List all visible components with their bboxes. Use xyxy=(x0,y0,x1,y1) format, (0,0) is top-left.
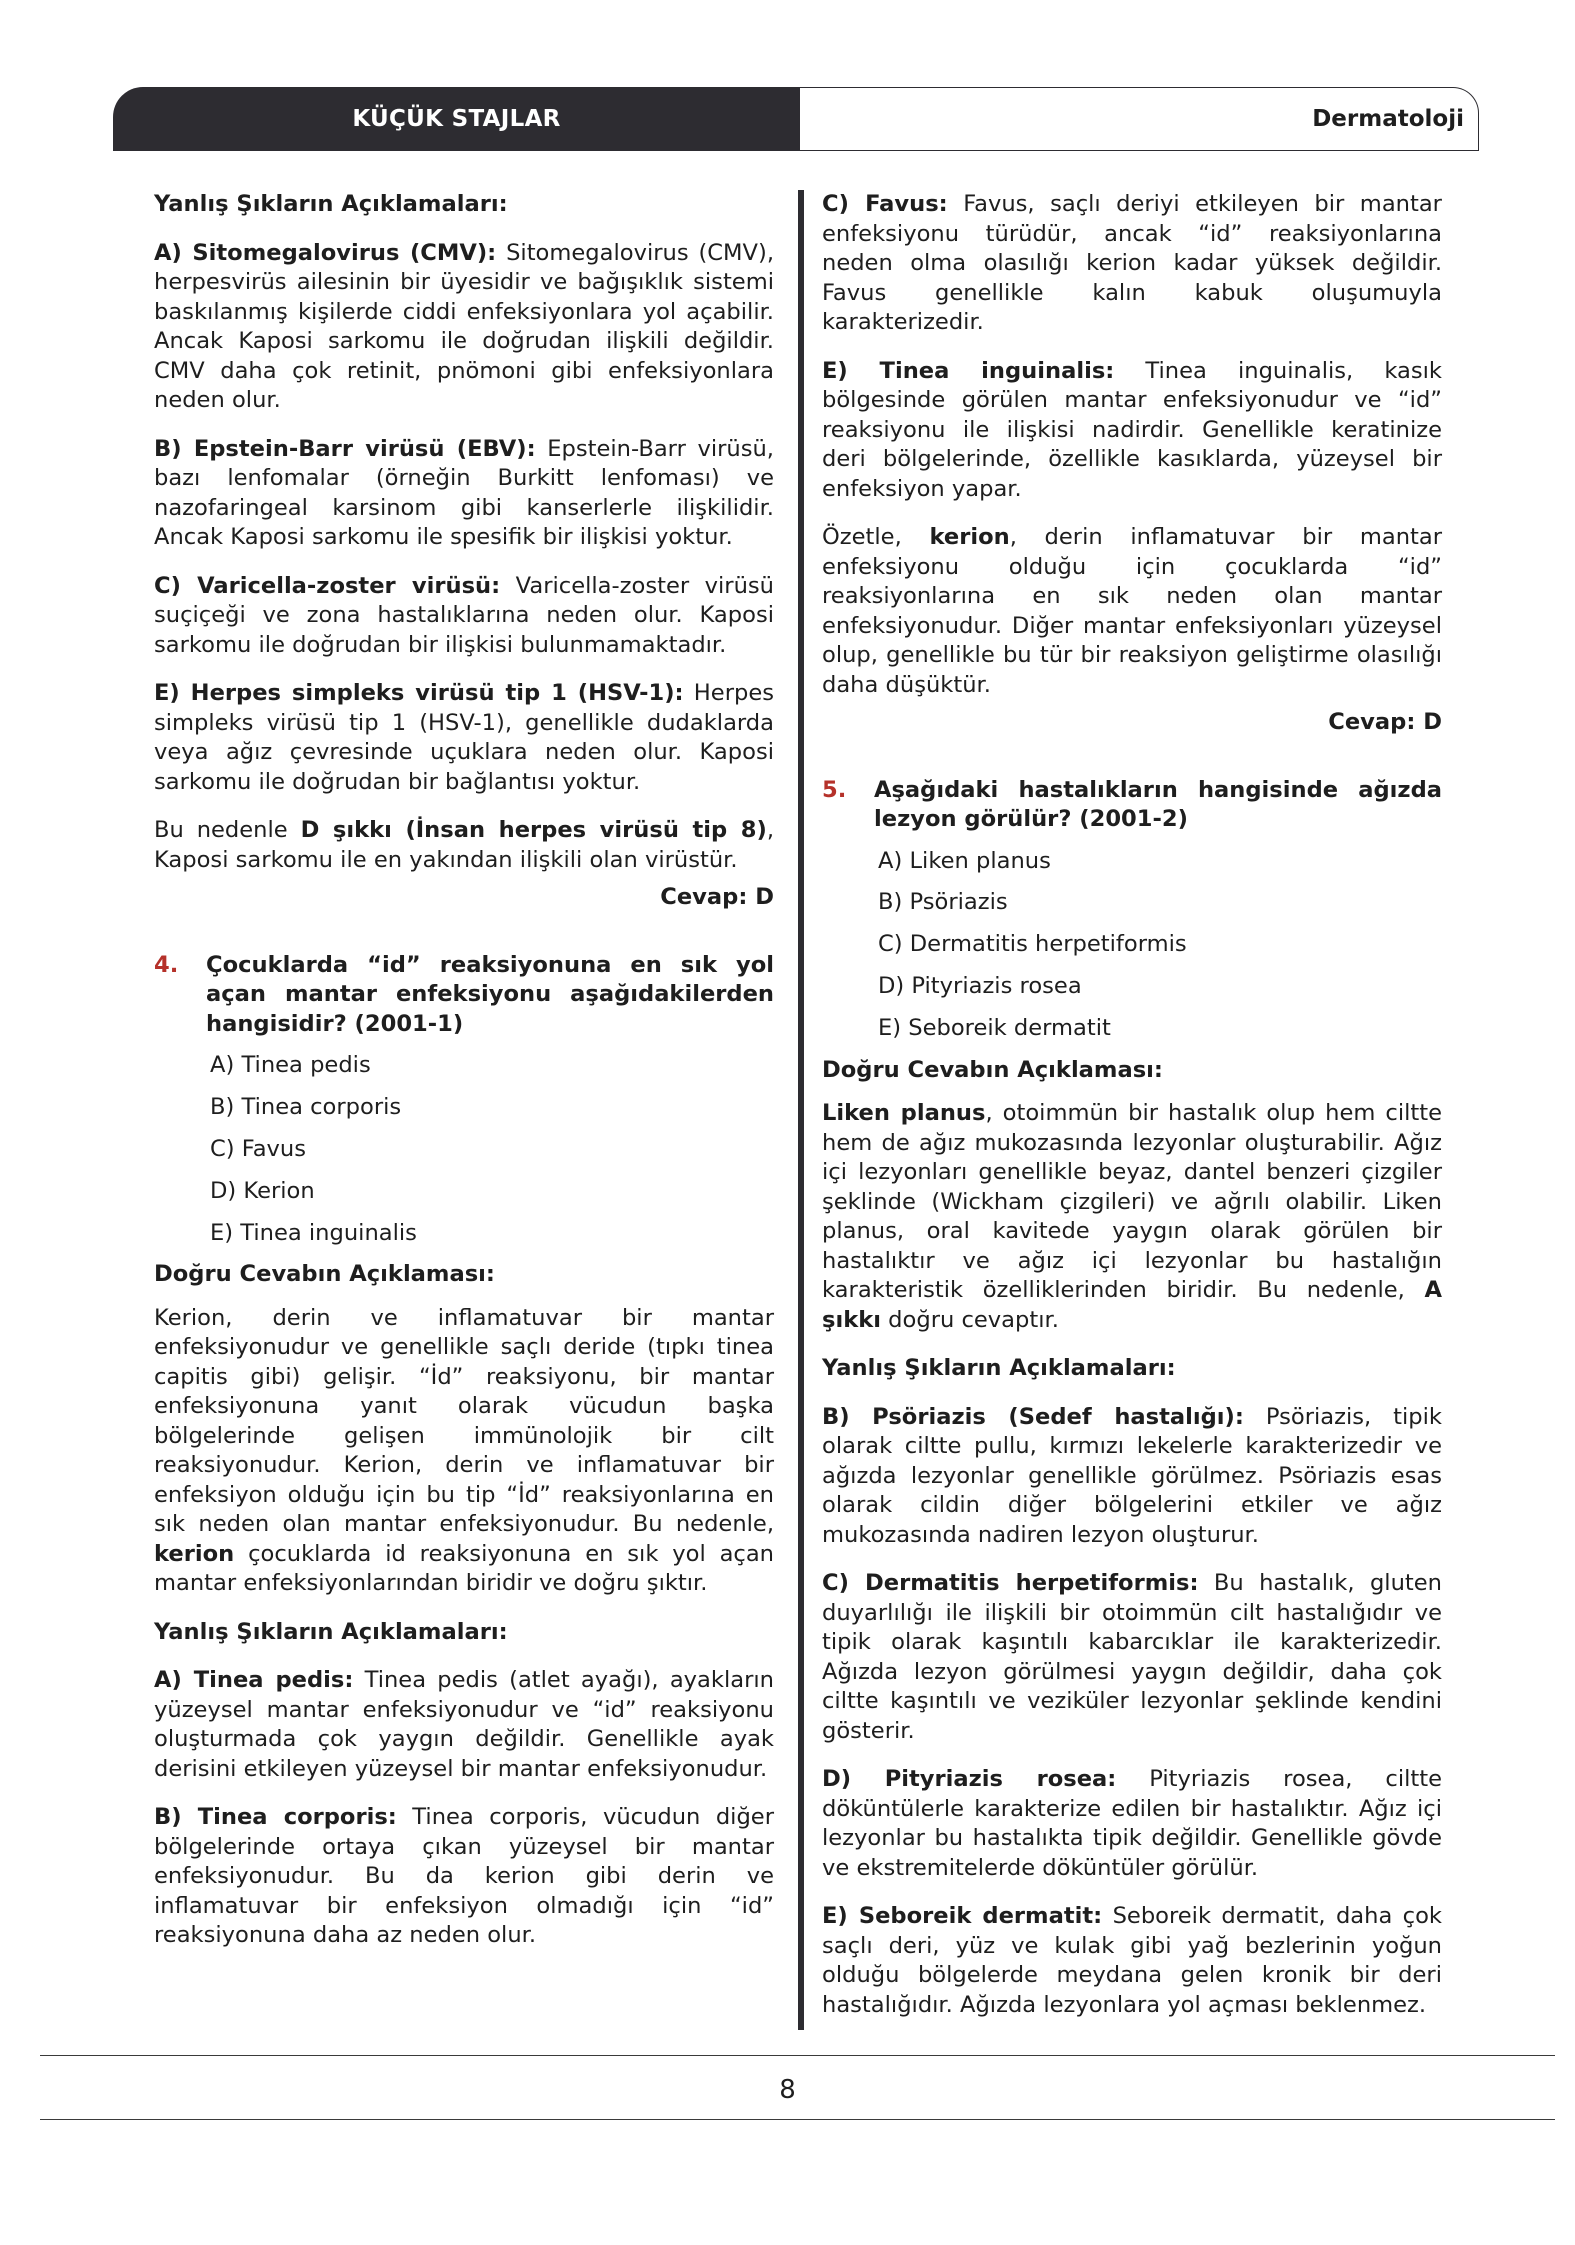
option-item: D) Kerion xyxy=(210,1177,315,1204)
option-item: A) Liken planus xyxy=(878,847,1051,874)
section-title: KÜÇÜK STAJLAR xyxy=(352,106,561,132)
explanation-paragraph: B) Psöriazis (Sedef hastalığı): Psöriazis, tipik olarak ciltte pullu, kırmızı lekelerle karakterizedir ve ağızda lezyonlar genellikle görülmez. Psöriazis esas olarak cildin diğer bölgelerini etkiler ve ağız mukozasında nadiren lezyon oluşturur. xyxy=(822,1403,1442,1548)
answer-label: Cevap: D xyxy=(660,884,774,910)
footer-rule-top xyxy=(40,2055,1555,2056)
option-item: B) Psöriazis xyxy=(878,889,1008,916)
option-item: B) Tinea corporis xyxy=(210,1093,402,1120)
option-item: A) Tinea pedis xyxy=(210,1052,371,1078)
explanation-paragraph: A) Sitomegalovirus (CMV): Sitomegalovirus (CMV), herpesvirüs ailesinin bir üyesidir ve bağışıklık sistemi baskılanmış kişilerde ciddi enfeksiyonlara yol açabilir. Ancak Kaposi sarkomu ile doğrudan ilişkili değildir. CMV daha çok retinit, pnömoni gibi enfeksiyonlara neden olur. xyxy=(154,239,774,413)
question-4 xyxy=(154,951,774,1040)
explanation-paragraph: C) Favus: Favus, saçlı deriyi etkileyen bir mantar enfeksiyonu türüdür, ancak “id” reaksiyonlarına neden olma olasılığı kerion kadar yüksek değildir. Favus genellikle kalın kabuk oluşumuyla karakterizedir. xyxy=(822,191,1442,335)
question-5 xyxy=(822,776,1442,835)
explanation-paragraph: Liken planus, otoimmün bir hastalık olup hem ciltte hem de ağız mukozasında lezyonlar oluşturabilir. Ağız içi lezyonları genellikle beyaz, dantel benzeri çizgiler şeklinde (Wickham çizgileri) ve ağrılı olabilir. Liken planus, oral kavitede yaygın olarak görülen bir hastalıktır ve ağız içi lezyonlar bu hastalığın karakteristik özelliklerinden biridir. Bu nedenle, A şıkkı doğru cevaptır. xyxy=(822,1100,1442,1333)
explanation-paragraph: A) Tinea pedis: Tinea pedis (atlet ayağı), ayakların yüzeysel mantar enfeksiyonudur ve “id” reaksiyonu oluşturmada çok yaygın değildir. Genellikle ayak derisini etkileyen yüzeysel bir mantar enfeksiyonudur. xyxy=(154,1667,774,1782)
correct-answer-heading: Doğru Cevabın Açıklaması: xyxy=(822,1056,1163,1083)
wrong-options-heading: Yanlış Şıkların Açıklamaları: xyxy=(822,1355,1176,1382)
question-text: Aşağıdaki hastalıkların hangisinde ağızda lezyon görülür? (2001-2) xyxy=(874,776,1442,832)
option-item: C) Favus xyxy=(210,1135,307,1162)
explanation-paragraph: Kerion, derin ve inflamatuvar bir mantar enfeksiyonudur ve genellikle saçlı deride (tıpkı tinea capitis gibi) gelişir. “İd” reaksiyonu, bir mantar enfeksiyonuna yanıt olarak vücudun başka bölgelerinde gelişen immünolojik bir cilt reaksiyonudur. Kerion, derin ve inflamatuvar bir enfeksiyon olduğu için bu tip “İd” reaksiyonlarına en sık neden olan mantar enfeksiyonudur. Bu nedenle, kerion çocuklarda id reaksiyonuna en sık yol açan mantar enfeksiyonlarından biridir ve doğru şıktır. xyxy=(154,1304,774,1597)
column-divider xyxy=(798,190,804,2030)
option-item: C) Dermatitis herpetiformis xyxy=(878,931,1187,958)
explanation-paragraph: E) Seboreik dermatit: Seboreik dermatit, daha çok saçlı deri, yüz ve kulak gibi yağ bezlerinin yoğun olduğu bölgelerde meydana gelen kronik bir deri hastalığıdır. Ağızda lezyonlara yol açması beklenmez. xyxy=(822,1903,1442,2018)
left-column xyxy=(154,190,774,1970)
explanation-paragraph: C) Varicella-zoster virüsü: Varicella-zoster virüsü suçiçeği ve zona hastalıklarına neden olur. Kaposi sarkomu ile doğrudan bir ilişkisi bulunmamaktadır. xyxy=(154,572,774,658)
summary-paragraph: Bu nedenle D şıkkı (İnsan herpes virüsü tip 8), Kaposi sarkomu ile en yakından ilişkili olan virüstür. xyxy=(154,817,774,873)
question-number: 5. xyxy=(822,776,847,803)
subject-title: Dermatoloji xyxy=(1312,106,1464,132)
answer-options xyxy=(822,847,1442,1044)
explanation-paragraph: C) Dermatitis herpetiformis: Bu hastalık, gluten duyarlılığı ile ilişkili bir otoimmün cilt hastalığıdır ve tipik olarak kaşıntılı kabarcıklar ile karakterizedir. Ağızda lezyon görülmesi yaygın değildir, daha çok ciltte kaşıntılı ve veziküler lezyonlar şeklinde kendini gösterir. xyxy=(822,1570,1442,1744)
answer-label: Cevap: D xyxy=(1328,709,1442,735)
explanation-paragraph: E) Herpes simpleks virüsü tip 1 (HSV-1): Herpes simpleks virüsü tip 1 (HSV-1), genellikle dudaklarda veya ağız çevresinde uçuklara neden olur. Kaposi sarkomu ile doğrudan bir bağlantısı yoktur. xyxy=(154,680,774,795)
right-column xyxy=(822,190,1442,2039)
page-number: 8 xyxy=(779,2075,796,2105)
explanation-paragraph: D) Pityriazis rosea: Pityriazis rosea, ciltte döküntülerle karakterize edilen bir hastalıktır. Ağız içi lezyonlar bu hastalıkta tipik değildir. Genellikle gövde ve ekstremitelerde döküntüler görülür. xyxy=(822,1766,1442,1881)
option-item: E) Seboreik dermatit xyxy=(878,1015,1111,1042)
wrong-options-heading: Yanlış Şıkların Açıklamaları: xyxy=(154,1618,508,1645)
option-item: D) Pityriazis rosea xyxy=(878,973,1082,1000)
explanation-paragraph: B) Tinea corporis: Tinea corporis, vücudun diğer bölgelerinde ortaya çıkan yüzeysel bir mantar enfeksiyonudur. Bu da kerion gibi derin ve inflamatuvar bir enfeksiyon olmadığı için “id” reaksiyonuna daha az neden olur. xyxy=(154,1804,774,1949)
summary-paragraph: Özetle, kerion, derin inflamatuvar bir mantar enfeksiyonu olduğu için çocuklarda “id” reaksiyonlarına en sık neden olan mantar enfeksiyonudur. Diğer mantar enfeksiyonları yüzeysel olup, genellikle bu tür bir reaksiyon geliştirme olasılığı daha düşüktür. xyxy=(822,524,1443,698)
subject-title-box xyxy=(800,87,1479,151)
option-item: E) Tinea inguinalis xyxy=(210,1219,417,1246)
explanation-paragraph: B) Epstein-Barr virüsü (EBV): Epstein-Barr virüsü, bazı lenfomalar (örneğin Burkitt lenfoması) ve nazofaringeal karsinom gibi kanserlerle ilişkilidir. Ancak Kaposi sarkomu ile spesifik bir ilişkisi yoktur. xyxy=(154,435,774,550)
answer-options xyxy=(154,1051,774,1248)
question-number: 4. xyxy=(154,951,179,978)
section-title-banner xyxy=(113,87,800,151)
footer-rule-bottom xyxy=(40,2119,1555,2120)
explanation-paragraph: E) Tinea inguinalis: Tinea inguinalis, kasık bölgesinde görülen mantar enfeksiyonudur ve “id” reaksiyonu ile ilişkisi nadirdir. Genellikle keratinize deri bölgelerinde, özellikle kasıklarda, yüzeysel bir enfeksiyon yapar. xyxy=(822,357,1442,502)
wrong-options-heading: Yanlış Şıkların Açıklamaları: xyxy=(154,191,508,217)
correct-answer-heading: Doğru Cevabın Açıklaması: xyxy=(154,1261,495,1288)
question-text: Çocuklarda “id” reaksiyonuna en sık yol açan mantar enfeksiyonu aşağıdakilerden hangisidir? (2001-1) xyxy=(206,951,774,1037)
